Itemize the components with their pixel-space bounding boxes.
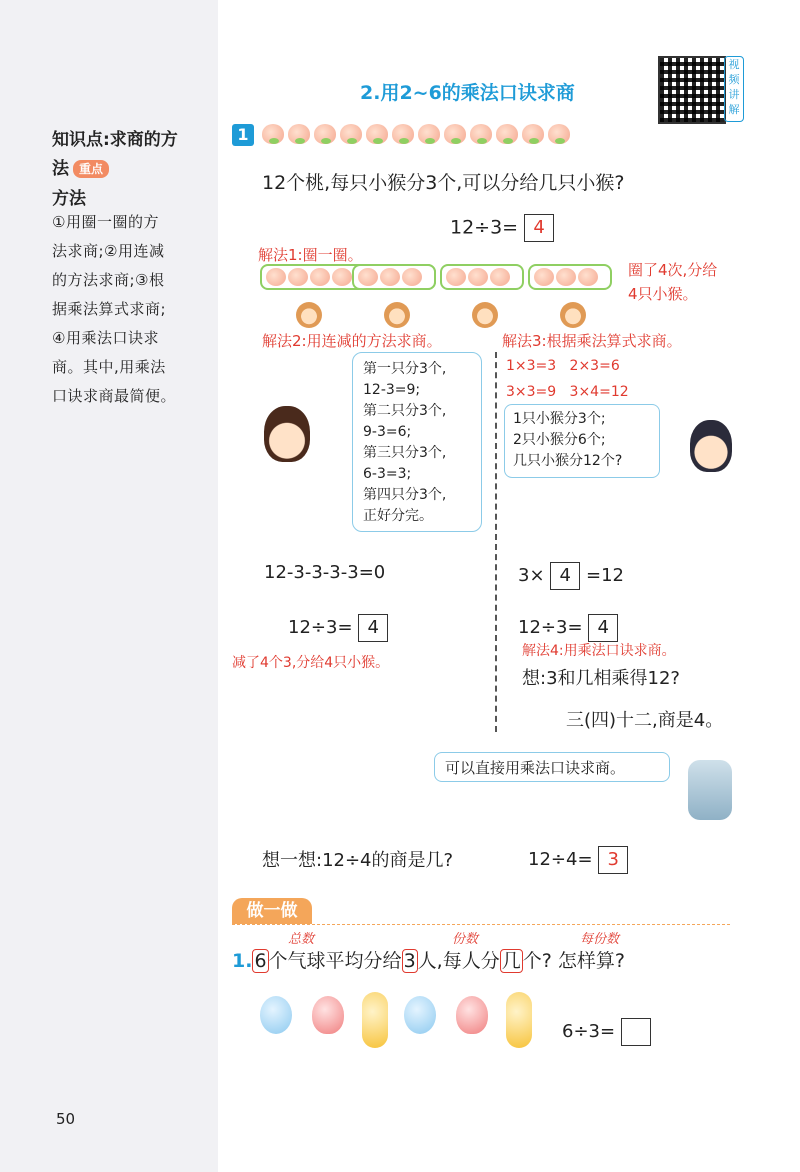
boxed-number: 6 (254, 950, 267, 972)
peach-icon (358, 268, 378, 286)
knowledge-title-tail: 法 (52, 159, 69, 179)
peach-group (440, 264, 524, 290)
long-balloon-icon (506, 992, 532, 1048)
problem-text: 12个桃,每只小猴分3个,可以分给几只小猴? (262, 172, 625, 194)
peach-icon (548, 124, 570, 144)
peach-group (352, 264, 436, 290)
peach-icon (490, 268, 510, 286)
heart-balloon-icon (456, 996, 488, 1034)
peach-icon (332, 268, 352, 286)
answer-box: 4 (358, 614, 388, 642)
peach-group (528, 264, 612, 290)
method1-note-line: 4只小猴。 (628, 285, 698, 303)
method-line: ④用乘法口诀求 (52, 329, 159, 347)
equation-left: 6÷3= (562, 1021, 616, 1042)
monkey-icon (384, 302, 410, 328)
peach-icon (418, 124, 440, 144)
mult-fact: 3×3=9 (506, 384, 557, 400)
peach-icon (402, 268, 422, 286)
question-number: 1. (232, 950, 253, 972)
peach-icon (556, 268, 576, 286)
method3-label: 解法3:根据乘法算式求商。 (502, 332, 682, 350)
balloon-icon (260, 996, 292, 1034)
bubble-line: 第四只分3个, (363, 487, 447, 503)
mult-row-2 (506, 384, 629, 400)
main-equation (450, 214, 554, 242)
page-title: 2.用2~6的乘法口诀求商 (360, 82, 575, 104)
subtraction-equation: 12-3-3-3-3=0 (264, 562, 386, 583)
method-line: 的方法求商;③根 (52, 271, 165, 289)
bubble-line: 正好分完。 (363, 508, 433, 524)
knowledge-title-cont (52, 154, 109, 179)
peach-icon (522, 124, 544, 144)
method-line: ①用圈一圈的方 (52, 213, 159, 231)
peach-icon (470, 124, 492, 144)
robot-icon (688, 760, 732, 820)
method2-label: 解法2:用连减的方法求商。 (262, 332, 442, 350)
girl-avatar (264, 406, 310, 462)
method1-label: 解法1:圈一圈。 (258, 246, 363, 264)
peach-icon (446, 268, 466, 286)
label-each: 每份数 (580, 932, 620, 947)
bubble-line: 第二只分3个, (363, 403, 447, 419)
method2-note: 减了4个3,分给4只小猴。 (232, 655, 390, 671)
video-explain-tag[interactable]: 视频讲解 (724, 56, 744, 122)
peach-row (262, 124, 570, 144)
peach-icon (578, 268, 598, 286)
practice-tag: 做一做 (232, 898, 312, 924)
equation-right: =12 (586, 565, 625, 586)
peach-icon (392, 124, 414, 144)
peach-icon (366, 124, 388, 144)
answer-box: 4 (550, 562, 580, 590)
method-description (52, 208, 210, 411)
method4-label: 解法4:用乘法口诀求商。 (522, 643, 676, 659)
answer-box: 4 (588, 614, 618, 642)
answer-box: 4 (524, 214, 554, 242)
bubble-line: 第三只分3个, (363, 445, 447, 461)
method-label: 方法 (52, 189, 86, 209)
peach-icon (288, 124, 310, 144)
bubble-line: 几只小猴分12个? (513, 453, 623, 469)
method1-note (628, 258, 717, 306)
peach-icon (468, 268, 488, 286)
think-more-question: 想一想:12÷4的商是几? (262, 850, 454, 871)
equation-left: 12÷3= (288, 617, 353, 638)
mult-fact: 1×3=3 (506, 358, 557, 374)
long-balloon-icon (362, 992, 388, 1048)
page-number: 50 (56, 1110, 76, 1128)
bubble-line: 第一只分3个, (363, 361, 447, 377)
peach-icon (534, 268, 554, 286)
peach-icon (444, 124, 466, 144)
mult-row-1 (506, 358, 620, 374)
question-text: 人,每人分 (417, 950, 500, 972)
peach-icon (340, 124, 362, 144)
qr-code-icon[interactable] (658, 56, 726, 124)
bubble-line: 1只小猴分3个; (513, 411, 606, 427)
bubble-line: 2只小猴分6个; (513, 432, 606, 448)
example-number: 1 (232, 124, 254, 146)
equation-left: 3× (518, 565, 545, 586)
think-more-equation (528, 846, 628, 874)
knowledge-title: 知识点:求商的方 (52, 130, 178, 150)
method-line: 商。其中,用乘法 (52, 358, 166, 376)
boxed-number: 几 (501, 950, 521, 972)
boxed-number: 3 (403, 950, 416, 972)
peach-icon (288, 268, 308, 286)
label-total: 总数 (288, 932, 315, 947)
equation-left: 12÷4= (528, 849, 593, 870)
label-shares: 份数 (452, 932, 479, 947)
method-line: 据乘法算式求商; (52, 300, 167, 318)
boy-speech-bubble (504, 404, 660, 478)
monkey-icon (472, 302, 498, 328)
method-line: 口诀求商最简便。 (52, 387, 177, 405)
key-point-badge: 重点 (73, 160, 109, 178)
equation-left: 12÷3= (450, 216, 519, 239)
boy-avatar (690, 420, 732, 472)
peach-icon (314, 124, 336, 144)
method4-think: 想:3和几相乘得12? (522, 668, 680, 689)
practice-equation (562, 1018, 651, 1046)
answer-box: 3 (598, 846, 628, 874)
method4-rhyme: 三(四)十二,商是4。 (566, 710, 724, 731)
method4-equation (518, 614, 618, 642)
heart-balloon-icon (312, 996, 344, 1034)
method2-equation (288, 614, 388, 642)
equation-left: 12÷3= (518, 617, 583, 638)
girl-speech-bubble (352, 352, 482, 532)
peach-icon (310, 268, 330, 286)
answer-box-empty[interactable] (621, 1018, 651, 1046)
peach-icon (266, 268, 286, 286)
method3-equation (518, 562, 624, 590)
mult-fact: 2×3=6 (569, 358, 620, 374)
method-line: 法求商;②用连减 (52, 242, 165, 260)
peach-icon (262, 124, 284, 144)
practice-question (232, 946, 625, 973)
mult-fact: 3×4=12 (569, 384, 629, 400)
bubble-line: 12-3=9; (363, 382, 421, 398)
practice-divider (232, 924, 730, 925)
question-text: 个? 怎样算? (522, 950, 625, 972)
monkey-icon (560, 302, 586, 328)
peach-icon (380, 268, 400, 286)
column-divider (495, 352, 497, 732)
peach-icon (496, 124, 518, 144)
monkey-icon (296, 302, 322, 328)
question-text: 个气球平均分给 (268, 950, 402, 972)
bubble-line: 6-3=3; (363, 466, 412, 482)
robot-speech-bubble: 可以直接用乘法口诀求商。 (434, 752, 670, 782)
method1-note-line: 圈了4次,分给 (628, 261, 718, 279)
bubble-line: 9-3=6; (363, 424, 412, 440)
balloon-icon (404, 996, 436, 1034)
